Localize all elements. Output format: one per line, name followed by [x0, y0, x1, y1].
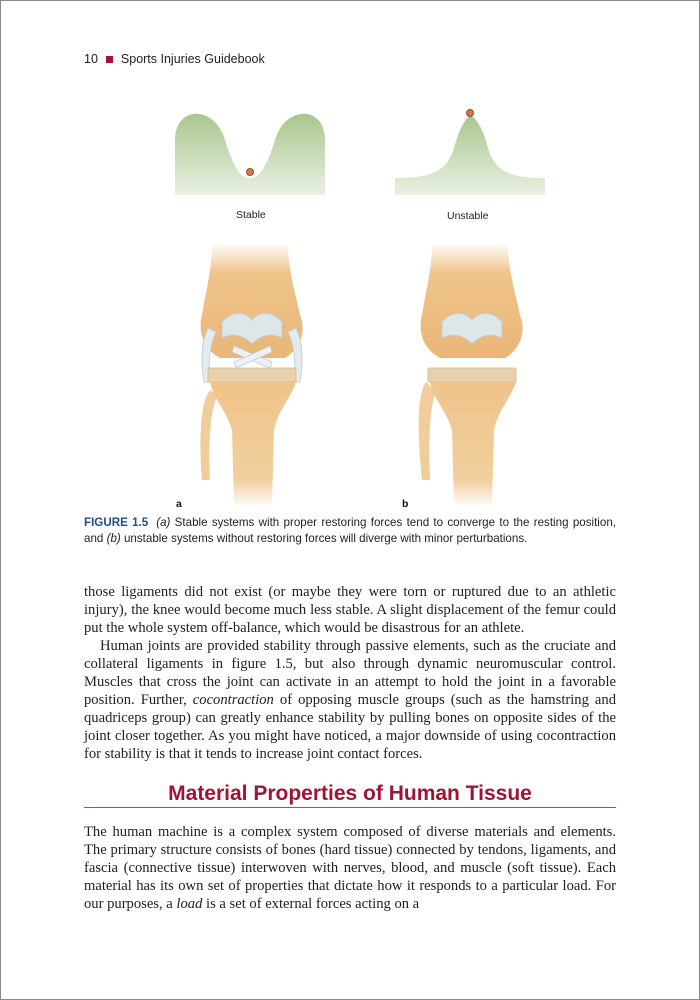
paragraph-material-properties — [84, 823, 616, 913]
stable-knee-illustration — [200, 245, 302, 505]
figure-number: FIGURE 1.5 — [84, 516, 149, 529]
caption-part-b-text: unstable systems without restoring forces will diverge with minor perturbations. — [120, 531, 528, 545]
figure-caption — [84, 515, 616, 546]
unstable-ball — [467, 110, 474, 117]
caption-part-a-text: Stable systems with proper restoring forces tend to converge to the resting position, and — [84, 516, 616, 545]
paragraph-material-end: is a set of external forces acting on a — [202, 896, 420, 912]
body-text-block — [84, 583, 616, 763]
panel-b-letter: b — [402, 498, 409, 510]
figure-illustration — [150, 100, 570, 510]
stable-label: Stable — [236, 209, 266, 221]
figure-1-5 — [150, 100, 570, 510]
section-heading-rule — [84, 807, 616, 808]
running-head — [84, 52, 265, 66]
caption-part-b-marker: (b) — [106, 531, 121, 545]
section-heading: Material Properties of Human Tissue — [168, 782, 532, 805]
term-cocontraction: cocontraction — [192, 692, 274, 708]
unstable-knee-illustration — [419, 245, 523, 505]
section-body-text — [84, 823, 616, 913]
unstable-hill-curve — [395, 115, 545, 195]
square-bullet-icon — [106, 56, 113, 63]
unstable-label: Unstable — [447, 210, 489, 222]
stable-ball — [247, 169, 254, 176]
term-load: load — [176, 896, 203, 912]
paragraph-joint-stability — [84, 637, 616, 763]
paragraph-continued: those ligaments did not exist (or maybe they were torn or ruptured due to an athletic injury), the knee would become much less stable. A slight displacement of the femur could put the whole system off-balance, which would be disastrous for an athlete. — [84, 584, 616, 636]
stable-valley-curve — [175, 114, 325, 195]
page-number: 10 — [84, 52, 98, 66]
book-title: Sports Injuries Guidebook — [120, 52, 265, 66]
paragraph-joint-stability-end: of opposing muscle groups (such as the hamstring and quadriceps group) can greatly enhance stability by pulling bones on opposite sides of the joint closer together. As you might have noticed, a major downside of using cocontraction for stability is that it tends to increase joint contact forces. — [84, 692, 616, 762]
panel-a-letter: a — [176, 498, 182, 510]
caption-part-a-marker: (a) — [156, 516, 171, 529]
paragraph-material-start: The human machine is a complex system composed of diverse materials and elements. The primary structure consists of bones (hard tissue) connected by tendons, ligaments, and fascia (connective tissue) interwoven with nerves, blood, and muscle (soft tissue). Each material has its own set of properties that dictate how it responds to a particular load. For our purposes, a — [84, 824, 616, 912]
paragraph-joint-stability-start: Human joints are provided stability through passive elements, such as the cruciate and collateral ligaments in figure 1.5, but also through dynamic neuromuscular control. Muscles that cross the joint can activate in an attempt to hold the joint in a favorable position. Further, — [84, 638, 616, 708]
